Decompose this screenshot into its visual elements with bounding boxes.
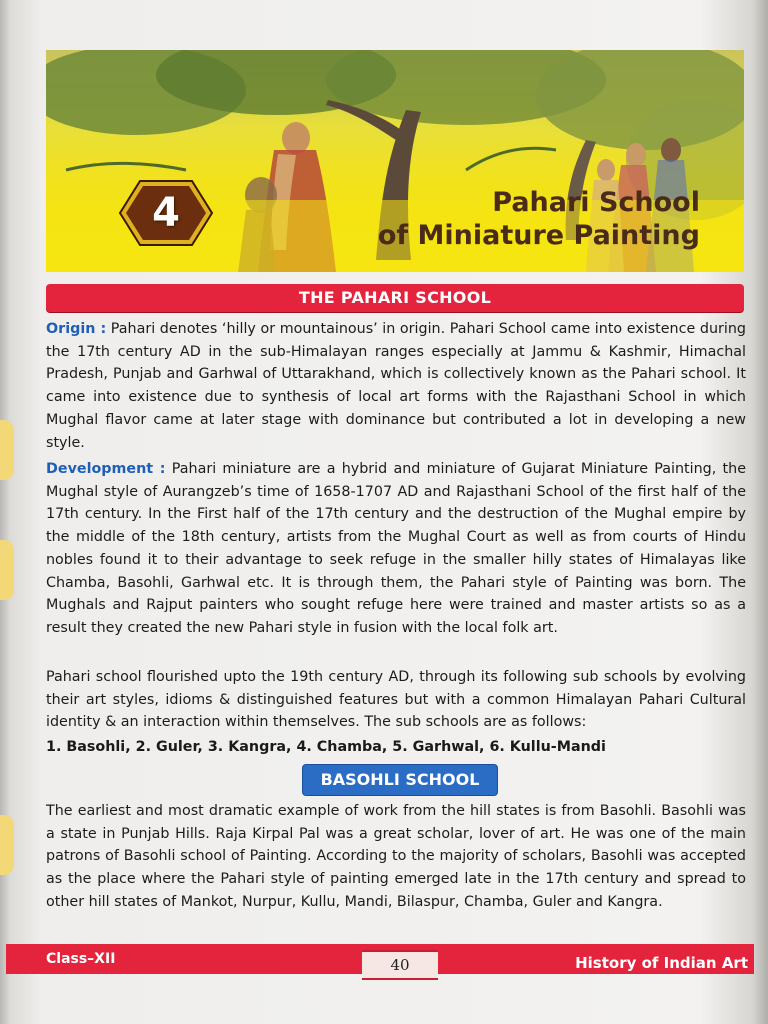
chapter-number: 4	[152, 190, 180, 236]
development-paragraph	[46, 458, 746, 640]
development-text: Pahari miniature are a hybrid and miniature of Gujarat Miniature Painting, the Mughal style of Aurangzeb’s time of 1658-1707 AD and Rajasthani School of the first half of the 17th century. In the First half of the 17th century and the destruction of the Mughal empire by the middle of the 18th century, artists from the Mughal Court as well as from courts of Hindu nobles found it to their advantage to seek refuge in the smaller hilly states of Himalayas like Chamba, Basohli, Garhwal etc. It is through them, the Pahari style of Painting was born. The Mughals and Rajput painters who sought refuge here were trained and master artists so as a result they created the new Pahari style in fusion with the local folk art.	[46, 461, 746, 636]
page-edge-tab	[0, 420, 14, 480]
development-label: Development :	[46, 461, 166, 477]
sub-schools-intro-paragraph	[46, 666, 746, 734]
section-heading-basohli-school	[302, 764, 498, 796]
chapter-title	[378, 186, 700, 252]
page-number-box	[362, 950, 438, 980]
chapter-number-badge	[118, 178, 214, 248]
section-heading-text: BASOHLI SCHOOL	[320, 770, 480, 789]
page-edge-tab	[0, 815, 14, 875]
footer-book-title: History of Indian Art	[575, 954, 748, 972]
section-heading-pahari-school	[46, 284, 744, 312]
basohli-paragraph	[46, 800, 746, 914]
sub-schools-intro-text: Pahari school flourished upto the 19th century AD, through its following sub schools by evolving their art styles, idioms & distinguished features but with a common Himalayan Pahari Cultural identity & an interaction within themselves. The sub schools are as follows:	[46, 669, 746, 731]
chapter-title-line-2: of Miniature Painting	[377, 220, 700, 251]
origin-paragraph	[46, 318, 746, 454]
origin-text: Pahari denotes ‘hilly or mountainous’ in origin. Pahari School came into existence during the 17th century AD in the sub-Himalayan ranges especially at Jammu & Kashmir, Himachal Pradesh, Punjab and Garhwal of Uttarakhand, which is collectively known as the Pahari school. It came into existence due to synthesis of local art forms with the Rajasthani School in which Mughal flavor came at later stage with dominance but contributed a lot in developing a new style.	[46, 321, 746, 451]
chapter-title-line-1: Pahari School	[492, 187, 700, 218]
footer-class-label: Class–XII	[46, 951, 116, 967]
sub-schools-list: 1. Basohli, 2. Guler, 3. Kangra, 4. Chamba, 5. Garhwal, 6. Kullu-Mandi	[46, 739, 606, 755]
page-number: 40	[390, 956, 410, 974]
page-edge-tab	[0, 540, 14, 600]
section-heading-text: THE PAHARI SCHOOL	[298, 288, 492, 307]
origin-label: Origin :	[46, 321, 107, 337]
basohli-text: The earliest and most dramatic example of work from the hill states is from Basohli. Basohli was a state in Punjab Hills. Raja Kirpal Pal was a great scholar, lover of art. He was one of the main patrons of Basohli school of Painting. According to the majority of scholars, Basohli was accepted as the place where the Pahari style of painting emerged late in the 17th century and spread to other hill states of Mankot, Nurpur, Kullu, Mandi, Bilaspur, Chamba, Guler and Kangra.	[46, 803, 746, 910]
